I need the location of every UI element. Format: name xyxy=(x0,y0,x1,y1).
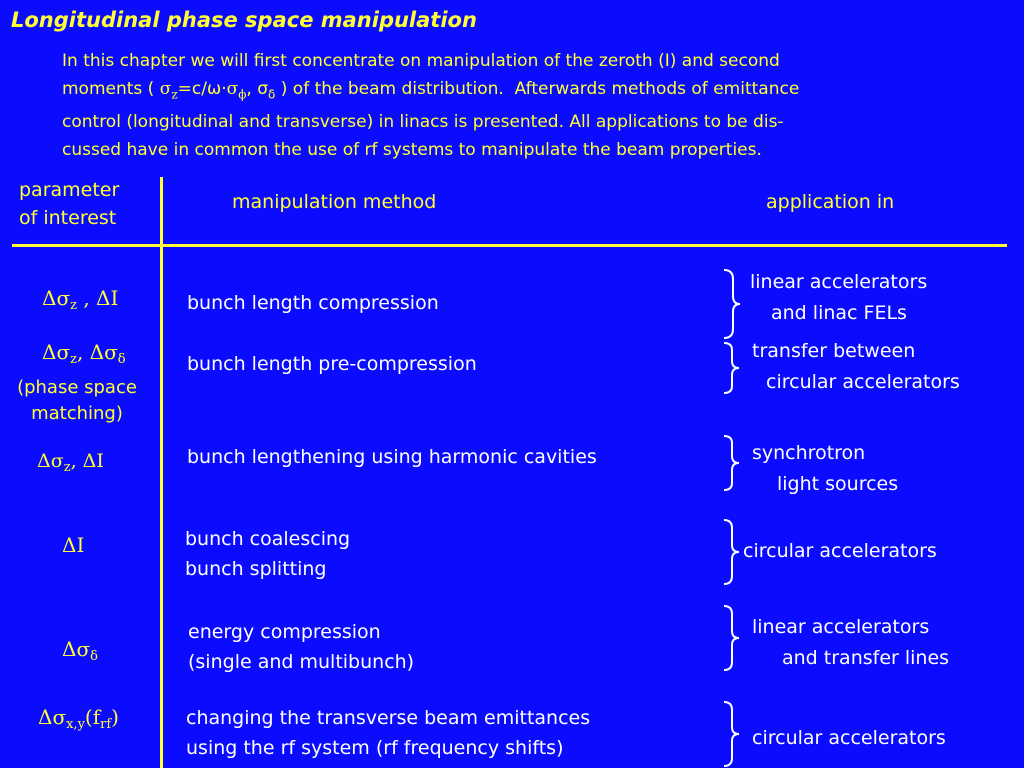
header-method: manipulation method xyxy=(232,191,437,213)
row-6-method xyxy=(186,703,590,763)
column-divider xyxy=(160,177,163,768)
row-2-note-line-1: (phase space xyxy=(17,377,137,398)
row-1-app-line-2: and linac FELs xyxy=(771,302,907,324)
row-3-brace-icon xyxy=(720,434,744,492)
row-5-method xyxy=(188,617,414,677)
row-4-method-line-2: bunch splitting xyxy=(185,558,327,580)
row-6-application xyxy=(752,723,946,754)
header-parameter-line-2: of interest xyxy=(19,207,117,229)
row-5-app-line-1: linear accelerators xyxy=(752,616,930,638)
row-2-parameter: $\Delta\sigma_z$, $\Delta\sigma_\delta$ xyxy=(42,340,126,367)
row-6-parameter: $\Delta\sigma_{x,y}(f_{rf})$ xyxy=(38,705,119,732)
row-3-application xyxy=(752,438,898,500)
row-5-application xyxy=(752,612,949,674)
row-2-note-line-2: matching) xyxy=(31,403,123,424)
row-5-parameter: $\Delta\sigma_\delta$ xyxy=(62,637,98,664)
row-2-method-line-1: bunch length pre-compression xyxy=(187,353,477,375)
row-2-app-line-2: circular accelerators xyxy=(766,371,960,393)
row-4-method-line-1: bunch coalescing xyxy=(185,528,351,550)
row-5-brace-icon xyxy=(720,604,744,672)
row-1-method-line-1: bunch length compression xyxy=(187,292,439,314)
row-6-method-line-2: using the rf system (rf frequency shifts) xyxy=(186,737,564,759)
intro-line-4: cussed have in common the use of rf systems to manipulate the beam properties. xyxy=(62,140,762,161)
row-5-method-line-2: (single and multibunch) xyxy=(188,651,415,673)
row-3-parameter: $\Delta\sigma_z$, ΔI xyxy=(37,450,104,475)
row-3-app-line-2: light sources xyxy=(777,473,899,495)
row-1-method xyxy=(187,288,439,318)
header-parameter xyxy=(19,176,119,232)
row-6-app-line-1: circular accelerators xyxy=(752,727,946,749)
row-5-method-line-1: energy compression xyxy=(188,621,381,643)
row-4-app-line-1: circular accelerators xyxy=(743,540,937,562)
row-4-brace-icon xyxy=(720,518,744,586)
row-2-app-line-1: transfer between xyxy=(752,340,916,362)
row-1-app-line-1: linear accelerators xyxy=(750,271,928,293)
header-divider xyxy=(12,244,1007,247)
intro-line-3: control (longitudinal and transverse) in linacs is presented. All applications to be dis- xyxy=(62,112,784,133)
row-1-brace-icon xyxy=(720,268,744,340)
row-2-parameter-note xyxy=(10,375,144,427)
row-6-method-line-1: changing the transverse beam emittances xyxy=(186,707,591,729)
intro-line-1: In this chapter we will first concentrate on manipulation of the zeroth (I) and second xyxy=(62,51,780,71)
intro-line-2: moments ( $\sigma_z=c/\omega\cdot\sigma_\phi$, $\sigma_\delta$ ) of the beam distribution. Afterwards methods of emittance xyxy=(62,79,800,102)
row-3-app-line-1: synchrotron xyxy=(752,442,866,464)
row-2-application xyxy=(752,336,960,398)
row-2-brace-icon xyxy=(720,341,744,395)
row-4-application xyxy=(743,536,937,567)
row-1-parameter: $\Delta\sigma_z$ , ΔI xyxy=(42,286,119,313)
row-5-app-line-2: and transfer lines xyxy=(782,647,950,669)
header-parameter-line-1: parameter xyxy=(19,179,120,201)
row-3-method xyxy=(187,442,597,472)
header-application: application in xyxy=(766,191,895,213)
row-3-method-line-1: bunch lengthening using harmonic cavities xyxy=(187,446,597,468)
row-2-method xyxy=(187,349,477,379)
intro-paragraph xyxy=(62,47,1007,164)
row-6-brace-icon xyxy=(720,700,744,768)
row-1-application xyxy=(750,267,927,329)
row-4-parameter: ΔI xyxy=(62,533,85,557)
row-4-method xyxy=(185,524,350,584)
slide-title: Longitudinal phase space manipulation xyxy=(11,8,477,32)
